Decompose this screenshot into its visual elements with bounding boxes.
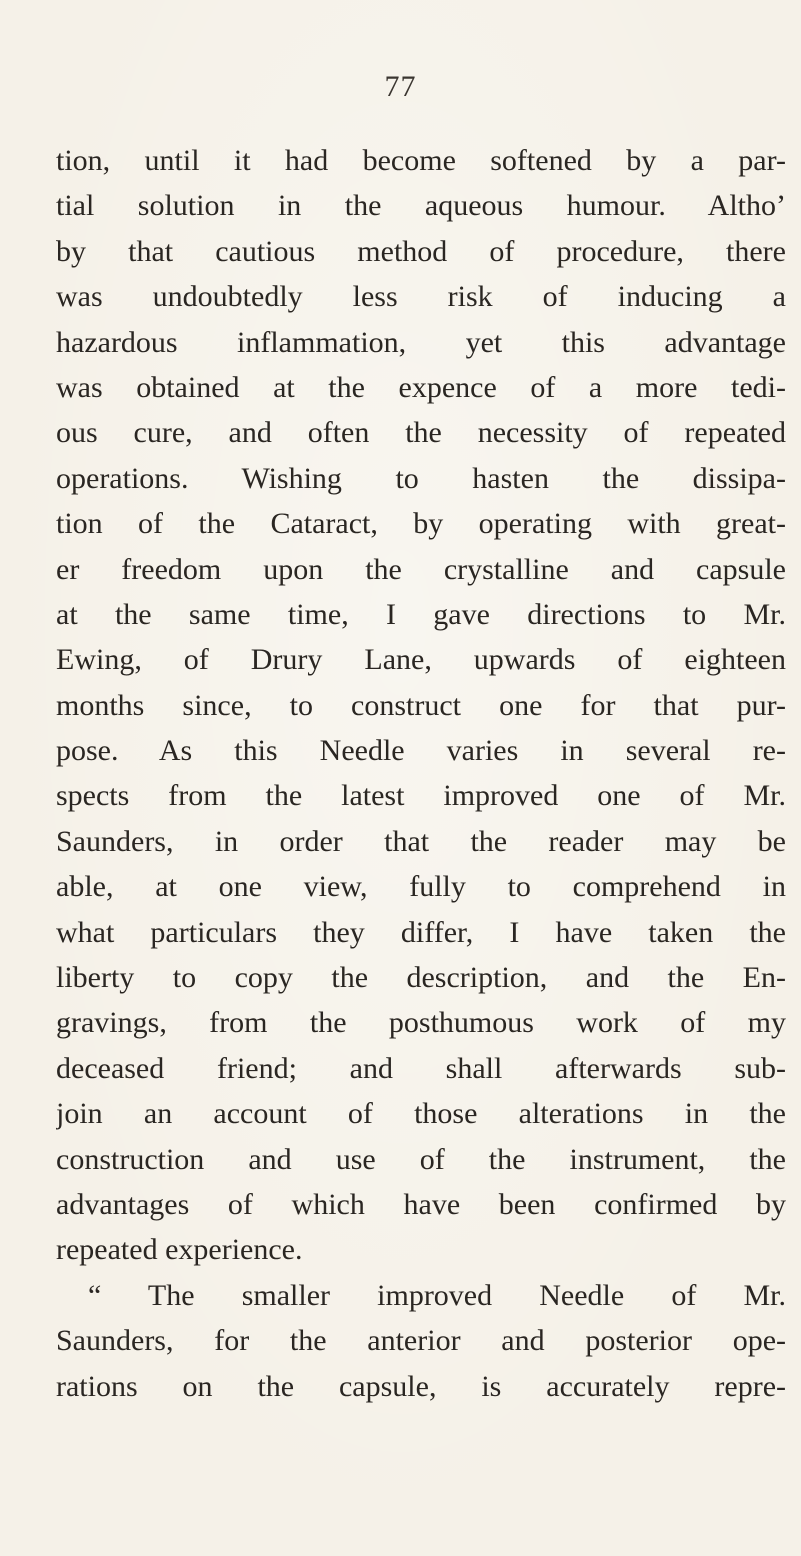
text-line: tial solution in the aqueous humour. Altho’ <box>56 189 786 223</box>
body-text <box>56 138 796 1409</box>
text-line: construction and use of the instrument, the <box>56 1142 786 1176</box>
text-line: deceased friend; and shall afterwards sub- <box>56 1051 786 1085</box>
text-line: repeated experience. <box>56 1233 303 1267</box>
text-line: rations on the capsule, is accurately repre- <box>56 1369 786 1403</box>
text-line: advantages of which have been confirmed by <box>56 1187 786 1221</box>
text-line: able, at one view, fully to comprehend in <box>56 870 786 904</box>
text-line: what particulars they differ, I have taken the <box>56 915 786 949</box>
text-line: hazardous inflammation, yet this advantage <box>56 325 786 359</box>
text-line: pose. As this Needle varies in several re- <box>56 734 786 768</box>
text-line: tion, until it had become softened by a par- <box>56 144 786 177</box>
text-line: was undoubtedly less risk of inducing a <box>56 280 786 314</box>
text-line: gravings, from the posthumous work of my <box>56 1006 786 1040</box>
text-line: spects from the latest improved one of Mr. <box>56 779 786 813</box>
text-line: Saunders, in order that the reader may be <box>56 824 786 858</box>
text-line: at the same time, I gave directions to Mr. <box>56 597 786 631</box>
text-line: was obtained at the expence of a more tedi- <box>56 370 786 404</box>
text-line: Ewing, of Drury Lane, upwards of eighteen <box>56 643 786 677</box>
text-line: tion of the Cataract, by operating with great- <box>56 507 786 541</box>
text-line: “ The smaller improved Needle of Mr. <box>88 1278 786 1312</box>
text-line: ous cure, and often the necessity of repeated <box>56 416 786 450</box>
text-line: Saunders, for the anterior and posterior ope- <box>56 1324 786 1358</box>
text-line: months since, to construct one for that pur- <box>56 688 786 722</box>
text-line: liberty to copy the description, and the En- <box>56 961 786 995</box>
text-line: by that cautious method of procedure, there <box>56 234 786 268</box>
page-number: 77 <box>384 70 417 103</box>
text-line: er freedom upon the crystalline and capsule <box>56 552 786 586</box>
text-line: join an account of those alterations in the <box>56 1097 786 1131</box>
text-line: operations. Wishing to hasten the dissipa- <box>56 461 786 495</box>
